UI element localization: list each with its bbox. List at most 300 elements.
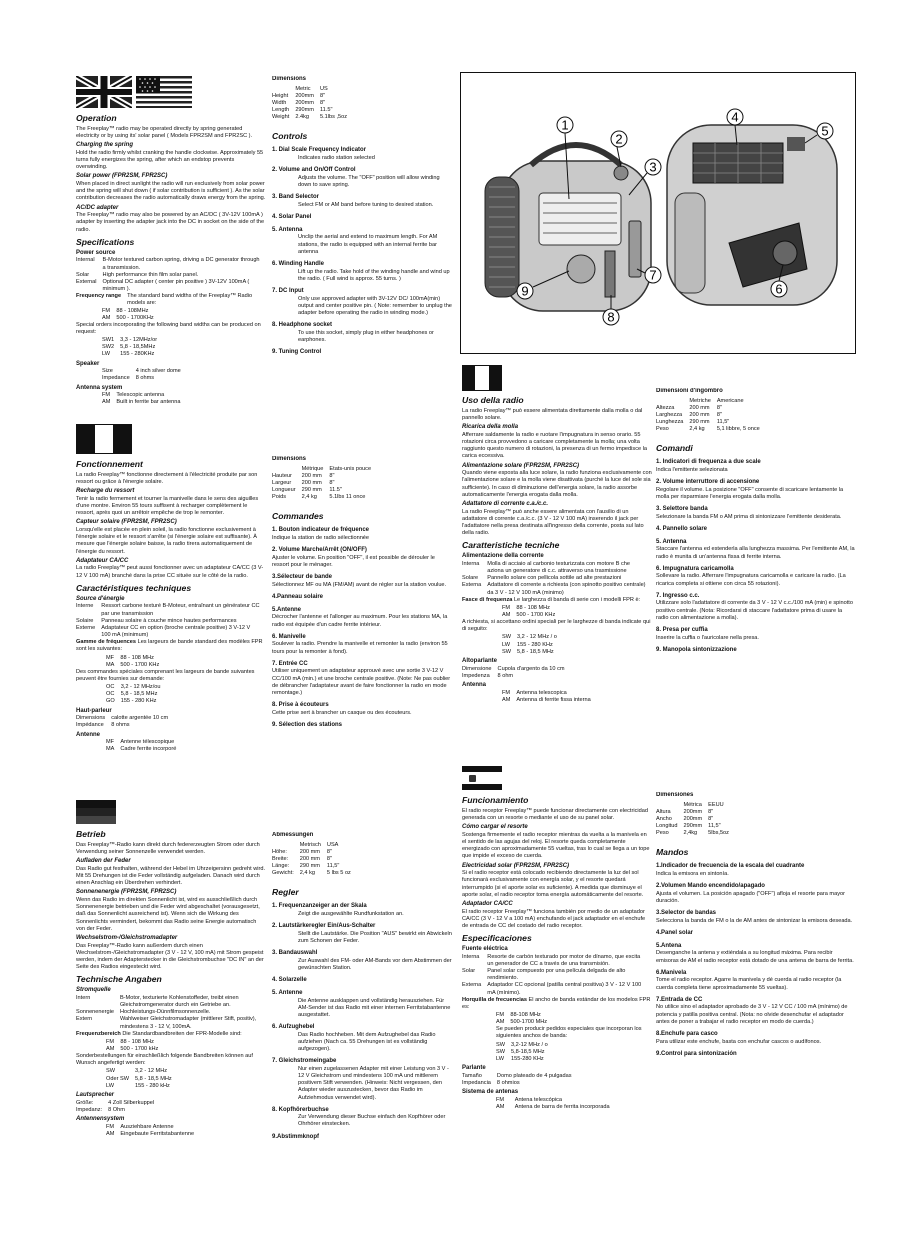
dims-cell: Altezza [656,404,675,411]
spec-key: Externa [462,982,482,989]
dimensions-title: Dimensioni d'ingombro [656,388,723,394]
control-heading: 7. Entrée CC [272,660,308,667]
spec-table [106,1039,164,1053]
spec-key: Solar [76,271,90,278]
paragraph: Lorsqu'elle est placée en plein soleil, la radio fonctionne exclusivement à l'énergie solaire et le ressort s'arrête (si l'énergie solaire est suffisante). À mesure que l'énergie solaire baisse, la radio tirera automatiquement de l'énergie du ressort. [76,527,257,555]
control-text: Regolare il volume. La posizione "OFF" consente di scaricare lentamente la molla per risparmiare l'energia erogata dalla molla. [656,486,844,501]
control-heading: 6.Manivela [656,969,687,976]
control-text: Zur Verwendung dieser Buchse einfach den Kopfhörer oder Ohrhörer einstecken. [298,1114,446,1128]
spec-key: Esterna [462,582,482,589]
dims-cell: Longueur [272,487,296,494]
control-text: Para utilizar este enchufe, basta con enchufar cascos o audífonos. [656,1038,822,1045]
dims-cell: Höhe: [272,848,287,855]
spec-value: 8 ohm [497,672,514,679]
spec-key: Extern [76,1016,93,1023]
control-heading: 2. Volume Marche/Arrêt (ON/OFF) [272,547,367,554]
paragraph: Special orders incorporating the following band widths can be produced on request: [76,321,261,335]
control-text: Selecciona la banda de FM o la de AM antes de sintonizar la emisora deseada. [656,917,853,924]
control-heading: 2. Volume interruttore di accensione [656,479,760,486]
spec-key: SW [502,648,512,655]
spec-table [496,1042,554,1063]
spec-value: 88 - 108 MHz [120,654,154,661]
commands-list [272,527,452,729]
control-heading: 6. Aufzughebel [272,1024,315,1031]
control-text: Décrocher l'antenne et l'allonger au maximum. Pour les stations MA, la radio est équipée d'un cadre ferrite intérieur. [272,614,448,628]
dims-cell: Hauteur [272,472,292,479]
subheading: Sonnenenergie (FPR2SM, FPR2SC) [76,889,177,896]
dims-cell: Peso [656,426,669,433]
dimensions-title: Abmessungen [272,832,314,838]
control-text: Indique la station de radio sélectionnée [272,535,370,542]
dims-cell: Weight [272,114,290,121]
spec-key: Solare [462,575,479,582]
control-heading: 8. Headphone socket [272,322,333,329]
control-text: Zeigt die ausgewählte Rundfunkstation an. [298,911,404,918]
control-heading: 6. Manivelle [272,633,306,640]
spec-value: 500 - 1700KHz [116,314,154,321]
subheading: Ricarica della molla [462,424,519,431]
spec-value: Pannello solare con pellicola sottile ad alte prestazioni [487,575,622,582]
uk-flag-icon [76,76,132,108]
subheading: Alimentazione della corrente [462,553,544,560]
spec-value: 155 - 280 KHz [517,641,553,648]
spec-table [76,257,266,293]
spec-value: Antenne télescopique [120,739,175,746]
spec-value: Panneau solaire à couche mince hautes performances [101,617,237,624]
dims-cell: 200 mm [689,404,710,411]
dims-cell: Länge: [272,863,290,870]
spec-value: 3,3 - 12MHz/or [120,337,158,344]
control-text: Only use approved adapter with 3V-12V DC/ 100mA(min) output and center positive pin. ( Note: remember to unplug the adapter before operating the radio in winding mode.) [298,295,452,316]
spec-value: Adaptateur CC en option (broche centrale positive) 3 V-12 V 100 mA (minimum) [101,624,251,639]
german-section [76,826,266,1166]
dims-cell: 290 mm [299,863,320,870]
dims-cell: 290mm [683,823,703,830]
control-text: Sollevare la radio. Afferrare l'impugnatura caricamolla e caricare la radio. (La ricarica completa si ottiene con circa 55 rotazioni). [656,573,846,587]
spec-value: Antenna telescopica [516,689,567,696]
spec-value: Antena telescópica [514,1096,562,1103]
subheading: Alimentazione solare (FPR2SM, FPR2SC) [462,462,580,469]
dims-cell: Length [272,107,290,114]
spec-key: AM [502,696,511,703]
subheading: Cómo cargar el resorte [462,824,528,831]
italian-dimensions-commands [656,388,856,748]
spec-value: 500 - 1700 KHz [516,611,556,618]
spec-value: 500-1700 MHz [510,1019,548,1026]
spec-key: AM [102,314,111,321]
spec-key: Impedancia [462,1079,491,1086]
dims-cell: 200 mm [301,472,322,479]
control-heading: 5. Antenna [272,226,303,233]
spec-key: FM [496,1096,505,1103]
dims-cell: 2,4kg [683,830,698,837]
paragraph: La radio Freeplay™ può anche essere alimentata con l'ausilio di un adattatore di corrente c.a./c.c. (3 V - 12 V 100 mA) inserendo il jack per l'adattatore nella presa destinata all'ingresso della corrente, posta sul lato della radio. [462,508,644,537]
spec-key: Interna [462,953,480,960]
subheading: Adaptateur CA/CC [76,557,129,564]
dims-cell: 2,4 kg [299,870,316,877]
dims-cell: Largeur [272,479,292,486]
spec-key: MF [106,739,115,746]
spec-key: Impedanz: [76,1106,103,1113]
spec-key: AM [502,611,511,618]
control-text: Staccare l'antenna ed estenderla alla lunghezza massima. Per l'emittente AM, la radio è munita di un'antenna fissa di ferrite interna. [656,546,855,560]
spec-table [502,605,561,619]
dims-cell: Altura [656,808,671,815]
spec-key: Sonnenenergie [76,1009,114,1016]
dims-cell: 8" [326,848,333,855]
spec-key: FM [496,1011,505,1018]
paragraph: Le larghezza di banda di serie con i modelli FPR è: [513,596,641,603]
control-heading: 9. Tuning Control [272,349,322,356]
dimensions-table [272,466,377,502]
paragraph: Quando viene esposta alla luce solare, la radio funziona esclusivamente con l'alimentazione solare e la molla viene disattivata (purché la luce del sole sia sufficiente). In caso di diminuzione dell'energia solare, la radio assorbe automaticamente l'energia erogata dalla molla. [462,470,652,498]
svg-text:3: 3 [649,159,657,175]
subheading: Solar power (FPR2SM, FPR2SC) [76,173,168,180]
dims-cell: 8" [708,808,714,815]
spec-key: SW2 [102,344,115,351]
control-text: Indica l'emittente selezionata [656,467,728,474]
controls-list [272,147,452,356]
spec-key: AM [106,1045,115,1052]
spec-value: Antenna di ferrite fissa interna [516,696,591,703]
spec-key: Interne [76,603,94,610]
spec-key: Size [102,368,113,375]
control-heading: 2.Volumen Mando encendido/apagado [656,883,765,890]
spec-table [76,293,266,307]
paragraph: When placed in direct sunlight the radio will run exclusively from solar power and the spring will shut down ( if solar contribution is sufficient ). As the solar contribution decreases the radio automatically draws energy from the spring. [76,181,266,202]
subheading: Charging the spring [76,142,133,149]
paragraph: Das Freeplay™-Radio kann außerdem durch einen Wechselstrom-/Gleichstromadapter (3 V - 12 V, 100 mA) mit Strom gespeist werden, indem der Adapterstecker in die Gleichstrombuchse "DC IN" an der Seite des Radios eingesteckt wird. [76,942,264,971]
spec-table [462,1073,578,1087]
spec-value: Telescopic antenna [116,392,165,399]
section-title: Caractéristiques techniques [76,582,192,593]
dims-cell: 5.1lbs 11 once [329,494,366,501]
paragraph: La radio Freeplay™ fonctionne directement à l'électricité produite par son ressort ou grâce à l'énergie solaire. [76,472,258,486]
commands-list [656,863,856,1058]
subheading: Source d'énergie [76,595,125,602]
subheading: Parlante [462,1065,486,1072]
spec-key: Intern [76,994,91,1001]
spanish-dimensions-commands [656,792,856,1168]
spec-table [106,1068,178,1089]
spec-value: 155 - 280 KHz [120,698,157,705]
control-text: Inserire la cuffia o l'auricolare nella presa. [656,634,759,641]
english-dimensions-controls [272,76,452,406]
control-heading: 8. Prise à écouteurs [272,702,329,709]
spec-table [462,561,652,597]
control-heading: 8.Enchufe para casco [656,1030,718,1037]
control-text: Ajusta el volumen. La posición apagado ("OFF") afloja el resorte para mayor duración. [656,890,845,905]
subheading: Adaptador CA/CC [462,900,513,907]
spec-key: Impedenza [462,672,490,679]
control-text: Selezionare la banda FM o AM prima di sintonizzare l'emittente desiderata. [656,513,842,520]
control-text: Select FM or AM band before tuning to desired station. [298,201,434,208]
dims-cell: Poids [272,494,286,501]
control-text: Die Antenne ausklappen und vollständig herausziehen. Für AM-Sender ist das Radio mit einer internen Ferritstabantenne ausgestattet. [298,997,451,1018]
spec-key: Externe [76,624,96,631]
spec-value: Ausziehbare Antenne [120,1123,174,1130]
spec-value: 3,2 - 12 MHz / o [517,634,557,641]
spec-value: 8 ohms [111,722,130,729]
spec-value: Eingebaute Ferritstabantenne [120,1130,195,1137]
control-text: Soulever la radio. Prendre la manivelle et remonter la radio (environ 55 tours pour la remonter à fond). [272,641,448,655]
paragraph: Das Radio gut festhalten, während der Hebel im Uhrzeigersinn gedreht wird. Mit 55 Drehungen ist die Feder vollständig aufgeladen. Danach wird durch einen Anschlag ein Überdrehen verhindert. [76,865,266,887]
spec-key: MA [106,661,115,668]
spec-key: MF [106,654,115,661]
control-heading: 4. Solarzelle [272,977,307,984]
dims-cell: Longitud [656,823,678,830]
control-text: Tome el radio receptor. Agarre la manivela y dé cuerda al radio receptor (la cuerda completa tiene aproximadamente 55 vueltas). [656,977,842,991]
control-heading: 9.Control para sintonización [656,1050,737,1057]
svg-text:9: 9 [521,283,529,299]
paragraph: Se pueden producir pedidos especiales que incorporan los siguientes anchos de banda: [496,1026,642,1040]
control-text: Cette prise sert à brancher un casque ou des écouteurs. [272,709,412,716]
dims-cell: 290 mm [301,487,322,494]
subheading: Antennensystem [76,1115,125,1122]
dims-header: Metrisch [299,841,321,848]
spec-value: Wahlweiser Gleichstromadapter (mittlerer Stift, positiv), mindestens 3 - 12 V, 100mA. [119,1016,257,1030]
spec-key: Internal [76,257,95,264]
control-heading: 4.Panel solar [656,930,694,937]
spec-key: Impedance [102,375,130,382]
dims-cell: 200 mm [301,479,322,486]
french-section [76,456,266,778]
spec-key: OC [106,684,115,691]
control-heading: 9. Manopola sintonizzazione [656,646,737,653]
dimensions-table [272,86,353,122]
dimensions-title: Dimensiones [656,792,694,798]
dims-cell: 200mm [683,815,703,822]
spec-key: Solaire [76,617,94,624]
paragraph: Si el radio receptor está colocado recibiendo directamente la luz del sol funcionará exclusivamente con energía solar, y el resorte quedará interrumpido (si el aporte solar es suficiente). A medida que disminuye el aporte solar, el radio receptor toma energía automáticamente del resorte. [462,870,644,898]
spec-key: LW [102,351,110,358]
spec-table [102,368,187,382]
section-title: Especificaciones [462,933,532,944]
dims-cell: 200 mm [299,848,320,855]
spec-table [496,1012,553,1026]
spain-flag-icon [462,766,502,790]
paragraph: Sonderbestellungen für einschließlich folgende Bandbreiten können auf Wunsch angefertigt werden: [76,1053,253,1067]
radio-front-view [485,145,651,311]
spec-value: B-Motor textured carbon spring, driving a DC generator through a transmission. [102,257,260,271]
control-heading: 1. Bouton indicateur de fréquence [272,527,370,534]
control-heading: 4. Solar Panel [272,214,312,221]
spec-value: Molla di acciaio al carbonio testurizzata con motore B che aziona un generatore di c.c. attraverso una trasmissione [487,560,630,575]
spec-value: 5,8 - 18,5MHz [120,344,156,351]
paragraph: The Freeplay™ radio may also be powered by an AC/DC ( 3V-12V 100mA ) adapter by inserting the adapter jack into the DC in socket on the side of the radio. [76,212,265,233]
spec-value: Domo plateado de 4 pulgadas [496,1072,572,1079]
german-dimensions-controls [272,832,452,1166]
dims-cell: 8" [708,815,714,822]
svg-text:6: 6 [775,281,783,297]
paragraph: Tenir la radio fermement et tourner la manivelle dans le sens des aiguilles d'une montre. Environ 55 tours suffisent à recharger complètement le ressort, après quoi un arrêtoir empêche de trop le remonter. [76,495,259,517]
spec-key: SW [496,1048,506,1055]
spec-value: Adaptador CC opcional (patilla central positiva) 3 V - 12 V 100 mA (mínimo). [487,982,642,996]
section-title: Comandi [656,443,693,454]
spec-key: AM [106,1130,115,1137]
control-heading: 1. Dial Scale Frequency Indicator [272,147,367,154]
spec-value: 88-108 MHz [510,1011,541,1018]
spec-key: FM [102,307,111,314]
spec-value: Antena de barra de ferrita incorporada [514,1103,610,1110]
spec-table [102,337,163,358]
subheading: Recharge du ressort [76,488,135,495]
spec-value: Cadre ferrite incorporé [120,746,177,753]
spec-value: Hochleistungs-Dünnfilmsonnenzelle. [119,1009,211,1016]
control-text: Das Radio hochheben. Mit dem Aufzughebel das Radio aufziehen (Nach ca. 55 Drehungen ist es vollständig aufgezogen). [298,1031,436,1053]
svg-text:8: 8 [607,309,615,325]
dims-cell: 2,4 kg [689,426,705,433]
spec-value: 8 Ohm [108,1106,125,1113]
spec-key: FM [502,689,511,696]
section-title: Fonctionnement [76,459,143,469]
spec-value: 4 Zoll Silberkuppel [108,1099,155,1106]
spec-value: 5,8-18,5 MHz [511,1048,545,1055]
paragraph: Hold the radio firmly whilst cranking the handle clockwise. Approximately 55 turns fully energizes the spring, after which an endstop prevents overwinding. [76,149,264,171]
spec-key: FM [502,604,511,611]
us-flag-icon [136,76,192,108]
paragraph: Sostenga firmemente el radio receptor mientras da vuelta a la manivela en el sentido de las agujas del reloj. El resorte queda completamente energizado con aproximadamente 55 vueltas, tras lo cual se llega a un tope que impide el exceso de cuerda. [462,831,650,860]
section-title: Operation [76,113,117,123]
spec-value: 500 - 1700 kHz [120,1045,159,1052]
spec-value: 3,2 - 12 MHz/ou [120,684,161,691]
dims-cell: Height [272,92,289,99]
section-title: Funcionamiento [462,795,529,805]
spec-table [462,666,571,680]
dims-header: Métrica [683,801,702,808]
paragraph: Wenn das Radio im direkten Sonnenlicht ist, wird es ausschließlich durch Sonnenenergie betrieben und die Feder wird abgeschaltet (vorausgesetzt, daß das Sonnenlicht ausreichend ist). Wenn sich die Wirkung des Sonnenlichts vermindert, bekommt das Radio seine Energie automatisch von der Feder. [76,897,260,932]
paragraph: Les largeurs de bande standard des modèles FPR sont les suivantes: [76,639,263,653]
dims-header [272,86,295,93]
radio-illustration-svg [461,73,856,354]
dims-header: USA [326,841,339,848]
spec-value: 88 - 108MHz [116,307,149,314]
dims-header: Americane [716,397,744,404]
subheading: AC/DC adapter [76,204,119,211]
subheading: Aufladen der Feder [76,858,131,865]
dims-cell: 200mm [295,99,314,106]
spec-key: Solar [462,968,476,975]
svg-text:1: 1 [561,117,569,133]
subheading: Haut-parleur [76,707,112,714]
dims-cell: 200mm [295,92,314,99]
spec-value: 155-280 KHz [511,1055,544,1062]
spec-key: Frequency range [76,293,122,300]
control-heading: 5.Antenne [272,606,302,613]
paragraph: Das Freeplay™-Radio kann direkt durch federerzeugten Strom oder durch Verwendung seiner Sonnenzelle verwendet werden. [76,842,260,856]
spec-key: MA [106,746,115,753]
control-heading: 9.Abstimmknopf [272,1133,320,1140]
control-text: Sélectionnez MF ou MA (FM/AM) avant de régler sur la station voulue. [272,581,447,588]
spec-value: 4 inch silver dome [135,368,181,375]
dims-header [272,842,300,849]
dims-cell: Larghezza [656,411,683,418]
spec-value: Resorte de carbón texturado por motor de dínamo, que excita un generador de CC a través de una transmisión. [487,953,641,967]
dims-cell: 8" [319,92,326,99]
italy-flag-icon [462,365,502,391]
spec-key: FM [106,1123,115,1130]
control-heading: 6. Winding Handle [272,260,324,267]
dims-cell: 290 mm [689,419,710,426]
spec-table [76,715,174,729]
spec-key: LW [106,1082,114,1089]
spec-value: Ressort carbone texturé B-Moteur, entraînant un générateur CC par une transmission [101,603,260,617]
dims-cell: 8" [329,479,335,486]
dims-cell: Width [272,99,287,106]
spec-value: Built in ferrite bar antenna [116,399,181,406]
section-title: Technische Angaben [76,974,162,985]
dims-cell: 8" [319,99,326,106]
controls-list [272,903,452,1141]
spec-value: 3,2-12 MHz / o [511,1041,548,1048]
spec-value: Adattatore di corrente a richiesta (con spinotto positivo centrale) da 3 V - 12 V 100 mA (minimo) [487,582,646,596]
spec-key: SW [106,1068,116,1075]
control-heading: 2. Lautstärkeregler Ein/Aus-Schalter [272,923,376,930]
paragraph: El ancho de banda estándar de los modelos FPR es: [462,996,651,1010]
control-heading: 3. Bandauswahl [272,950,318,957]
control-heading: 7.Entrada de CC [656,996,703,1003]
spec-key: Tamaño [462,1072,482,1079]
spec-key: SW1 [102,337,115,344]
section-title: Uso della radio [462,395,524,405]
radio-back-view [667,125,837,305]
spec-value: Cupola d'argento da 10 cm [497,665,565,672]
subheading: Fuente eléctrica [462,946,508,953]
spec-table [502,690,597,704]
control-text: To use this socket, simply plug in either headphones or earphones. [298,329,434,343]
svg-text:7: 7 [649,267,657,283]
section-title: Regler [272,887,299,898]
paragraph: La radio Freeplay™ peut aussi fonctionner avec un adaptateur CA/CC (3 V-12 V 100 mA) branché dans la prise CC située sur le côté de la radio. [76,565,264,579]
control-text: Ajuster le volume. En position "OFF", il est possible de dérouler le ressort pour le ménager. [272,554,435,569]
radio-illustration [460,72,856,354]
control-heading: 4. Pannello solare [656,526,708,533]
spec-key: LW [496,1055,504,1062]
spec-key: External [76,278,97,285]
dims-cell: 5 lbs 5 oz [326,870,351,877]
spec-table [502,634,563,655]
spec-value: 8 ohms [135,375,155,382]
spec-table [496,1097,646,1111]
spec-table [102,308,160,322]
control-text: Desenganche la antena y extiéndala a su longitud máxima. Para recibir emisoras de AM el radio receptor está dotado de una antena de barra de ferrita. [656,950,854,964]
spec-key: AM [102,399,111,406]
dims-cell: 8" [326,855,333,862]
control-heading: 8. Presa per cuffia [656,626,708,633]
spec-value: Panel solar compuesto por una película delgada de alto rendimiento. [487,968,626,982]
spec-key: OC [106,691,115,698]
control-heading: 3. Selettore banda [656,506,708,513]
spec-key: SW [502,634,512,641]
dims-header: Metric [295,85,311,92]
spec-key: Dimensions [76,715,106,722]
control-text: Indica la emisora en sintonía. [656,871,729,878]
dims-cell: 11,5" [326,863,340,870]
subheading: Capteur solaire (FPR2SM, FPR2SC) [76,519,177,526]
paragraph: Des commandes spéciales comprenant les largeurs de bande suivantes peuvent être fournies sur demande: [76,668,255,682]
control-heading: 6. Impugnatura caricamolla [656,565,734,572]
spec-value: 3,2 - 12 MHz [135,1068,168,1075]
control-heading: 5. Antenne [272,989,303,996]
paragraph: El radio receptor Freeplay™ puede funcionar directamente con electricidad generada con un resorte o mediante el uso de su panel solar. [462,808,648,822]
subheading: Stromquelle [76,987,111,994]
spec-table [76,995,266,1031]
dims-cell: 11.5" [319,107,333,114]
spanish-section [462,792,652,1168]
dims-cell: 5.1lbs ,5oz [319,114,348,121]
dims-cell: 290mm [295,107,314,114]
svg-text:5: 5 [821,123,829,139]
